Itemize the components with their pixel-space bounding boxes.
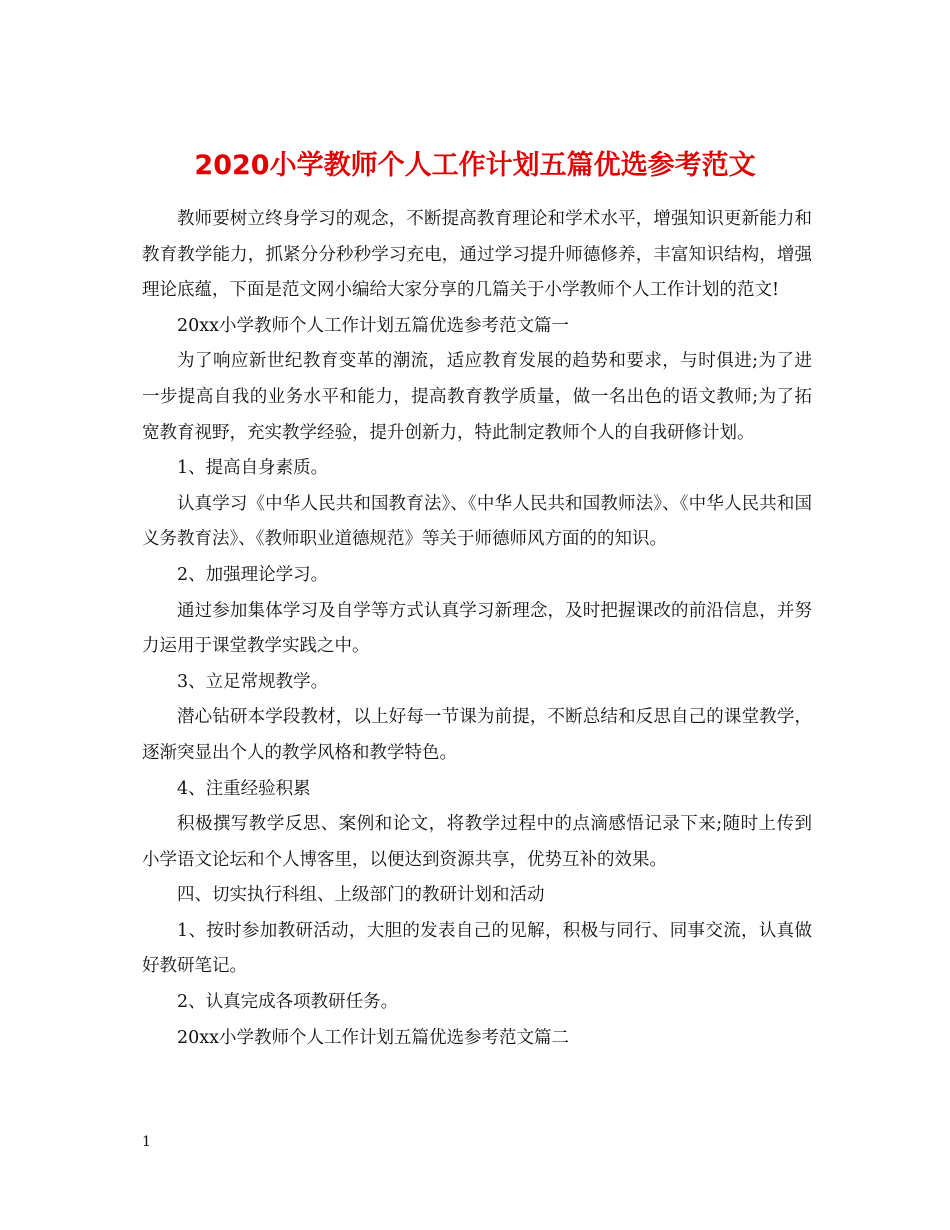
- page-number: 1: [142, 1134, 151, 1150]
- paragraph: 潜心钻研本学段教材，以上好每一节课为前提，不断总结和反思自己的课堂教学，逐渐突显出个人的教学风格和教学特色。: [142, 707, 812, 763]
- paragraph: 2、认真完成各项教研任务。: [177, 992, 399, 1013]
- document-body: [142, 202, 812, 1056]
- document-title: 2020小学教师个人工作计划五篇优选参考范文: [194, 150, 756, 182]
- paragraph: 1、按时参加教研活动，大胆的发表自己的见解，积极与同行、同事交流，认真做好教研笔记。: [142, 920, 812, 977]
- paragraph: 认真学习《中华人民共和国教育法》、《中华人民共和国教师法》、《中华人民共和国义务教育法》、《教师职业道德规范》等关于师德师风方面的的知识。: [142, 493, 812, 550]
- paragraph: 20xx小学教师个人工作计划五篇优选参考范文篇一: [177, 315, 570, 336]
- paragraph: 通过参加集体学习及自学等方式认真学习新理念，及时把握课改的前沿信息，并努力运用于课堂教学实践之中。: [142, 600, 812, 657]
- paragraph: 四、切实执行科组、上级部门的教研计划和活动: [177, 885, 545, 906]
- paragraph: 教师要树立终身学习的观念，不断提高教育理论和学术水平，增强知识更新能力和教育教学能力，抓紧分分秒秒学习充电，通过学习提升师德修养，丰富知识结构，增强理论底蕴，下面是范文网小编给大家分享的几篇关于小学教师个人工作计划的范文!: [142, 209, 812, 301]
- paragraph: 为了响应新世纪教育变革的潮流，适应教育发展的趋势和要求，与时俱进;为了进一步提高自我的业务水平和能力，提高教育教学质量，做一名出色的语文教师;为了拓宽教育视野，充实教学经验，提升创新力，特此制定教师个人的自我研修计划。: [142, 351, 812, 443]
- paragraph: 20xx小学教师个人工作计划五篇优选参考范文篇二: [177, 1027, 570, 1048]
- paragraph: 3、立足常规教学。: [177, 671, 329, 692]
- paragraph: 积极撰写教学反思、案例和论文，将教学过程中的点滴感悟记录下来;随时上传到小学语文论坛和个人博客里，以便达到资源共享，优势互补的效果。: [142, 814, 812, 870]
- paragraph: 1、提高自身素质。: [177, 458, 329, 479]
- paragraph: 4、注重经验积累: [177, 778, 311, 799]
- paragraph: 2、加强理论学习。: [177, 564, 329, 585]
